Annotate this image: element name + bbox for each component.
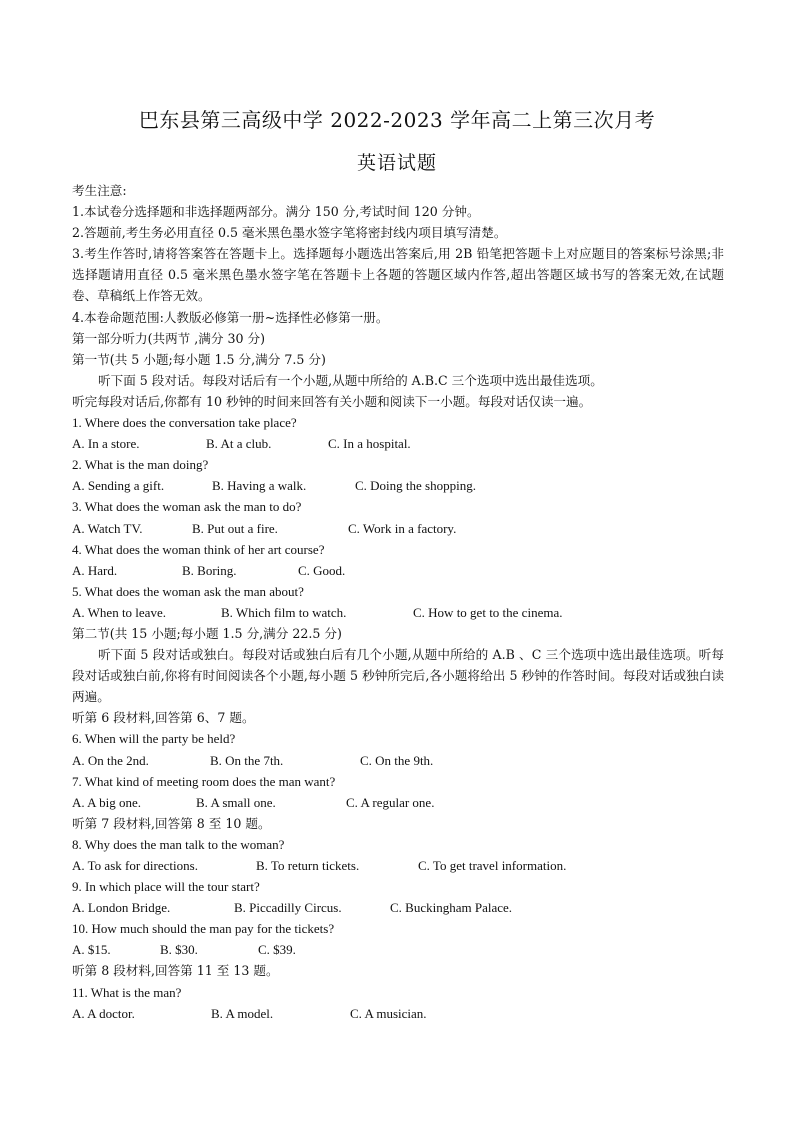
option-b: B. $30. bbox=[160, 942, 198, 958]
notice-item-3: 3.考生作答时,请将答案答在答题卡上。选择题每小题选出答案后,用 2B 铅笔把答题卡上对应题目的答案标号涂黑;非选择题请用直径 0.5 毫米黑色墨水签字笔在答题卡上各题的答题区域内作答,超出答题区域书写的答案无效,在试题卷、草稿纸上作答无效。 bbox=[72, 246, 724, 304]
option-a: A. In a store. bbox=[72, 436, 140, 452]
question-4: 4. What does the woman think of her art course? bbox=[72, 541, 325, 557]
option-a: A. Sending a gift. bbox=[72, 478, 165, 494]
options-3 bbox=[72, 518, 724, 539]
option-a: A. To ask for directions. bbox=[72, 858, 198, 873]
section2-instruction: 听下面 5 段对话或独白。每段对话或独白后有几个小题,从题中所给的 A.B 、C 三个选项中选出最佳选项。听每段对话或独白前,你将有时间阅读各个小题,每小题 5 秒钟所完后,各小题将给出 5 秒钟的作答时间。每段对话或独白读两遍。 bbox=[72, 647, 724, 705]
options-10 bbox=[72, 939, 724, 960]
option-c: C. A musician. bbox=[350, 1005, 427, 1021]
exam-body bbox=[72, 180, 724, 1024]
options-6 bbox=[72, 750, 724, 771]
option-c: C. On the 9th. bbox=[360, 752, 434, 768]
option-a: A. On the 2nd. bbox=[72, 752, 149, 768]
question-10: 10. How much should the man pay for the tickets? bbox=[72, 921, 335, 937]
part1-heading: 第一部分听力(共两节 ,满分 30 分) bbox=[72, 330, 265, 346]
option-a: A. Watch TV. bbox=[72, 520, 143, 536]
section1-instruction: 听下面 5 段对话。每段对话后有一个小题,从题中所给的 A.B.C 三个选项中选出最佳选项。 bbox=[98, 372, 603, 388]
section1-instruction-2: 听完每段对话后,你都有 10 秒钟的时间来回答有关小题和阅读下一小题。每段对话仅读一遍。 bbox=[72, 393, 592, 409]
options-7 bbox=[72, 792, 724, 813]
option-b: B. Having a walk. bbox=[212, 478, 307, 494]
question-3: 3. What does the woman ask the man to do? bbox=[72, 499, 302, 515]
question-1: 1. Where does the conversation take place? bbox=[72, 415, 297, 431]
option-a: A. A big one. bbox=[72, 794, 141, 810]
option-c: C. How to get to the cinema. bbox=[413, 604, 563, 620]
material-6-note: 听第 6 段材料,回答第 6、7 题。 bbox=[72, 710, 255, 726]
option-a: A. Hard. bbox=[72, 562, 118, 578]
question-2: 2. What is the man doing? bbox=[72, 457, 209, 473]
options-1 bbox=[72, 433, 724, 454]
option-b: B. Put out a fire. bbox=[192, 520, 278, 536]
material-8-note: 听第 8 段材料,回答第 11 至 13 题。 bbox=[72, 963, 279, 979]
option-c: C. In a hospital. bbox=[328, 436, 411, 452]
section1-heading: 第一节(共 5 小题;每小题 1.5 分,满分 7.5 分) bbox=[72, 351, 326, 367]
option-c: C. Doing the shopping. bbox=[355, 478, 476, 494]
options-2 bbox=[72, 475, 724, 496]
option-b: B. Which film to watch. bbox=[221, 604, 347, 620]
exam-subject-title: 英语试题 bbox=[356, 152, 437, 174]
option-b: B. Piccadilly Circus. bbox=[234, 900, 342, 916]
options-8 bbox=[72, 855, 724, 876]
question-7: 7. What kind of meeting room does the man want? bbox=[72, 773, 336, 789]
option-c: C. A regular one. bbox=[346, 794, 435, 810]
option-c: C. Good. bbox=[298, 562, 346, 578]
notice-item-1: 1.本试卷分选择题和非选择题两部分。满分 150 分,考试时间 120 分钟。 bbox=[72, 204, 480, 220]
option-c: C. Buckingham Palace. bbox=[390, 900, 513, 916]
question-6: 6. When will the party be held? bbox=[72, 731, 236, 747]
options-4 bbox=[72, 560, 724, 581]
option-c: C. Work in a factory. bbox=[348, 520, 457, 536]
question-5: 5. What does the woman ask the man about? bbox=[72, 583, 304, 599]
option-b: B. To return tickets. bbox=[256, 858, 360, 873]
options-11 bbox=[72, 1003, 724, 1024]
option-a: A. A doctor. bbox=[72, 1005, 135, 1021]
option-a: A. When to leave. bbox=[72, 604, 166, 620]
options-9 bbox=[72, 897, 724, 918]
section2-heading: 第二节(共 15 小题;每小题 1.5 分,满分 22.5 分) bbox=[72, 625, 342, 641]
option-b: B. On the 7th. bbox=[210, 752, 284, 768]
option-b: B. At a club. bbox=[206, 436, 272, 452]
question-9: 9. In which place will the tour start? bbox=[72, 879, 260, 895]
notice-item-2: 2.答题前,考生务必用直径 0.5 毫米黑色墨水签字笔将密封线内项目填写清楚。 bbox=[72, 225, 507, 241]
option-c: C. To get travel information. bbox=[418, 858, 567, 873]
option-b: B. Boring. bbox=[182, 562, 237, 578]
notice-heading: 考生注意: bbox=[72, 183, 127, 198]
option-b: B. A model. bbox=[211, 1005, 274, 1021]
option-a: A. $15. bbox=[72, 942, 111, 958]
option-c: C. $39. bbox=[258, 942, 296, 958]
notice-item-4: 4.本卷命题范围:人教版必修第一册~选择性必修第一册。 bbox=[72, 309, 389, 325]
material-7-note: 听第 7 段材料,回答第 8 至 10 题。 bbox=[72, 815, 271, 831]
exam-title: 巴东县第三高级中学 2022-2023 学年高二上第三次月考 bbox=[138, 108, 656, 132]
option-b: B. A small one. bbox=[196, 794, 276, 810]
question-8: 8. Why does the man talk to the woman? bbox=[72, 836, 285, 852]
question-11: 11. What is the man? bbox=[72, 984, 182, 1000]
options-5 bbox=[72, 602, 724, 623]
option-a: A. London Bridge. bbox=[72, 900, 171, 916]
